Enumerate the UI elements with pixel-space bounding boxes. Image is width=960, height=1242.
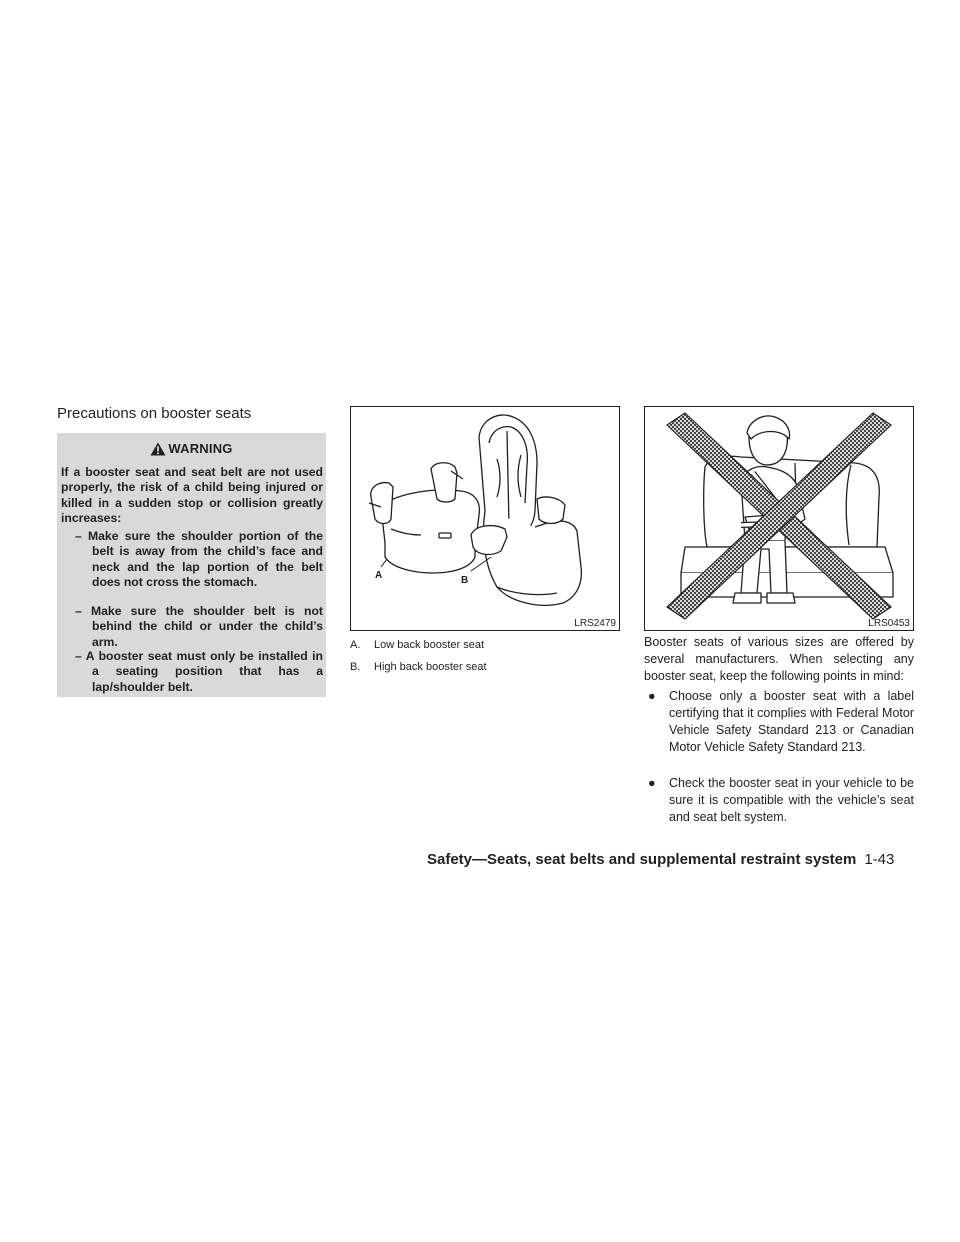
footer-title: Safety—Seats, seat belts and supplemental restraint system <box>427 851 857 868</box>
warning-triangle-icon <box>150 442 166 456</box>
caption-text: High back booster seat <box>374 661 487 673</box>
warning-intro: If a booster seat and seat belt are not used properly, the risk of a child being injured or killed in a sudden stop or collision greatly increases: <box>61 465 323 525</box>
caption-letter: A. <box>350 639 361 651</box>
page-footer <box>427 851 894 869</box>
booster-seats-illustration <box>350 406 620 631</box>
warning-item: – Make sure the shoulder belt is not behind the child or under the child’s arm. <box>75 604 323 649</box>
warning-box <box>57 433 326 697</box>
figure-code: LRS0453 <box>868 618 910 629</box>
improper-use-illustration <box>644 406 914 631</box>
bullet-dot-icon: ● <box>648 776 656 790</box>
label-a: A <box>375 570 383 581</box>
bullet-text: Choose only a booster seat with a label certifying that it complies with Federal Motor Vehicle Safety Standard 213 or Canadian Motor Vehicle Safety Standard 213. <box>669 689 914 754</box>
bullet-item <box>648 775 914 826</box>
bullet-item <box>648 688 914 756</box>
warning-header <box>57 441 326 456</box>
warning-item: – A booster seat must only be installed in a seating position that has a lap/shoulder belt. <box>75 649 323 694</box>
caption-b <box>350 661 487 673</box>
figure-code: LRS2479 <box>574 618 616 629</box>
caption-a <box>350 639 484 651</box>
caption-text: Low back booster seat <box>374 639 485 651</box>
warning-item: – Make sure the shoulder portion of the belt is away from the child’s face and neck and the lap portion of the belt does not cross the stomach. <box>75 529 323 589</box>
bullet-dot-icon: ● <box>648 689 656 703</box>
section-heading: Precautions on booster seats <box>57 405 252 422</box>
booster-seats-drawing <box>351 407 619 630</box>
body-paragraph: Booster seats of various sizes are offered by several manufacturers. When selecting any booster seat, keep the following points in mind: <box>644 635 914 683</box>
caption-letter: B. <box>350 661 361 673</box>
bullet-text: Check the booster seat in your vehicle to be sure it is compatible with the vehicle’s seat and seat belt system. <box>669 776 914 824</box>
warning-title: WARNING <box>168 441 233 456</box>
label-b: B <box>461 575 469 586</box>
page-number: 1-43 <box>864 851 895 868</box>
improper-use-drawing <box>645 407 913 630</box>
